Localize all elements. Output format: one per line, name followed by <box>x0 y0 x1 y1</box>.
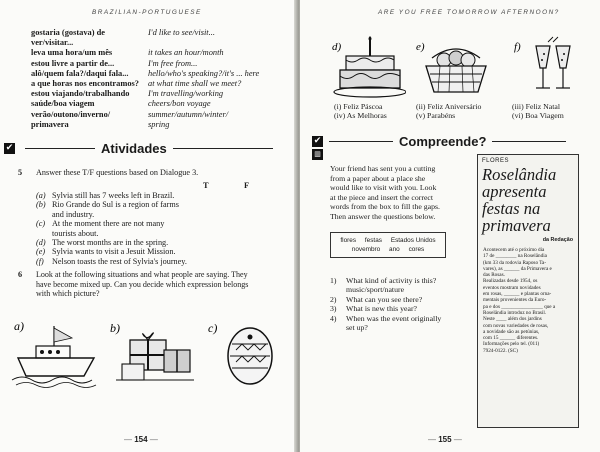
vocab-row: alô/quem fala?/daqui fala... hello/who's speaking?/it's ... here <box>31 68 260 78</box>
section-title: Atividades <box>101 141 167 156</box>
birthday-cake-illustration <box>332 36 406 100</box>
choice-item: (v) Parabéns <box>416 111 456 121</box>
cutting-body: Acontecem até o próximo dia 17 de ________ na Roselândia (km 33 da rodovia Raposo Ta- vares), as ______ da Primavera e das Rosas. Realizadas desde 1954, os eventos mostram novidades em rosas, ______ e plantas orna- mentais provenientes da Euro- pa e dos ________________ que a Roselândia introduz no Brasil. Neste ____ além dos jardins com novas variedades de rosas, a novidade são as petúnias, com 15 ______ diferentes. Informações pelo tel. (011) 7924-0122. (SC) <box>483 247 556 354</box>
word-box: flores festas Estados Unidos novembro ano cores <box>330 232 446 258</box>
newspaper-cutting <box>477 154 579 428</box>
running-head-left: BRAZILIAN-PORTUGUESE <box>92 9 202 16</box>
vocab-row: ver/visitar... <box>31 38 74 48</box>
picture-label: b) <box>110 321 120 335</box>
section-title: Compreende? <box>399 134 487 149</box>
false-column-label: F <box>244 181 250 190</box>
choice-item: (iii) Feliz Natal <box>512 102 561 111</box>
choice-item: (vi) Boa Viagem <box>512 111 564 121</box>
vocab-row: saúde/boa viagem cheers/bon voyage <box>31 99 211 109</box>
gift-basket-illustration <box>416 36 496 100</box>
vocab-row: gostaria (gostava) de I'd like to see/visit... <box>31 28 215 37</box>
vocab-row: a que horas nos encontramos? at what time shall we meet? <box>31 79 242 89</box>
exercise-6-prompt: 6 Look at the following situations and what people are saying. They have become mixed up. Can you decide which expression belongs with which picture? <box>18 270 249 299</box>
rule-line <box>25 148 95 149</box>
boat-illustration <box>10 318 102 388</box>
left-page: BRAZILIAN-PORTUGUESE gostaria (gostava) de I'd like to see/visit... ver/visitar... leva uma hora/um mês it takes an hour/month estou livre a partir de... I'm free from... alô/quem fala?/daqui fala... hello/who's speaking?/it's ... here a que horas nos encontramos? at what time shall we meet? estou viajando/trabalhando I'm travelling/working saúde/boa viagem cheers/bon voyage verão/outono/inverno/ summer/autumn/winter/ primavera spring ✔ Atividades 5 Answer these T/F questions based on Dialogue 3. T F (a) Sylvia still has 7 weeks left in Brazil. (b) Rio Grande do Sul is a region of farms and industry. (c) At the moment there are not many tourists about. (d) The worst months are in the spring. (e) Sylvia wants to visit a Jesuit Mission. (f) Nelson toasts the rest of Sylvia's journey. 6 Look at the following situations and what people are saying. They have become mixed up. Can you decide which expression belongs with which picture? a) b) c) — 154 — <box>0 0 296 452</box>
true-column-label: T <box>203 181 209 190</box>
questions-list: 1) What kind of activity is this? music/sport/nature 2) What can you see there? 3) What is new this year? 4) When was the event originally set up? <box>330 276 442 332</box>
vocab-row: estou livre a partir de... I'm free from... <box>31 58 198 68</box>
vocab-row: leva uma hora/um mês it takes an hour/month <box>31 48 224 58</box>
choice-item: (ii) Feliz Aniversário <box>416 102 482 111</box>
picture-label: d) <box>332 41 342 53</box>
section-header-compreende <box>312 134 566 149</box>
vocab-row: primavera spring <box>31 119 170 129</box>
picture-label: e) <box>416 41 425 53</box>
exercise-5-items: (a) Sylvia still has 7 weeks left in Brazil. (b) Rio Grande do Sul is a region of farms and industry. (c) At the moment there are not many tourists about. (d) The worst months are in the spring. (e) Sylvia wants to visit a Jesuit Mission. (f) Nelson toasts the rest of Sylvia's journey. <box>36 191 187 266</box>
choice-item: (iv) As Melhoras <box>334 111 387 121</box>
champagne-glasses-illustration <box>514 36 588 100</box>
greeting-choices <box>334 102 564 121</box>
page-number-right: — 155 — <box>428 435 462 444</box>
checkbox-icon: ✔ <box>313 136 322 146</box>
gift-boxes-illustration <box>108 318 198 388</box>
vocabulary-list <box>31 28 259 130</box>
rule-line <box>329 141 393 142</box>
cutting-byline: da Redação <box>542 237 573 243</box>
checkbox-icon: ✔ <box>5 143 14 153</box>
rule-line <box>492 141 566 142</box>
right-page <box>300 0 600 452</box>
picture-label: a) <box>14 319 24 333</box>
section-header-atividades <box>4 141 273 156</box>
cutting-header: FLORES <box>482 158 510 164</box>
book-icon: ▥ <box>312 149 323 160</box>
rule-line <box>173 148 273 149</box>
vocab-row: estou viajando/trabalhando I'm travelling/working <box>31 89 224 99</box>
easter-egg-illustration <box>206 318 286 388</box>
picture-label: f) <box>514 41 521 53</box>
cutting-title: Roselândia apresenta festas na primavera <box>482 165 557 235</box>
vocab-row: verão/outono/inverno/ summer/autumn/winter/ <box>31 109 229 119</box>
choice-item: (i) Feliz Páscoa <box>334 102 383 111</box>
picture-label: c) <box>208 321 218 335</box>
comprehension-intro: Your friend has sent you a cutting from a paper about a place she would like to visit with you. Look at the piece and insert the correct words from the box to fill the gaps. Then answer the questions below. <box>330 164 441 221</box>
running-head-right: ARE YOU FREE TOMORROW AFTERNOON? <box>378 9 560 16</box>
page-number-left: — 154 — <box>124 435 158 444</box>
